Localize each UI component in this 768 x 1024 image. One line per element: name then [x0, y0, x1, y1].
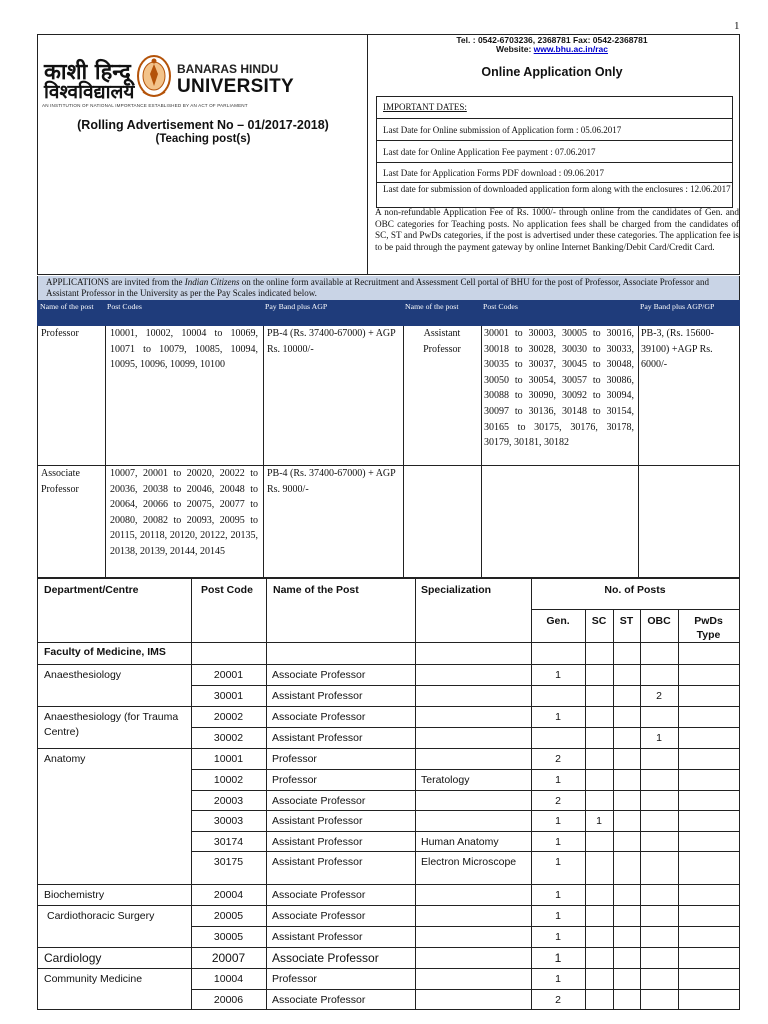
- grid-line: [38, 1009, 739, 1010]
- post-name-cell: Professor: [272, 973, 317, 985]
- posts-table: [37, 578, 740, 1010]
- department-name: Cardiology: [44, 951, 102, 965]
- page-number: 1: [734, 20, 740, 32]
- post-name-cell: Associate Professor: [272, 669, 366, 681]
- contact-line: Tel. : 0542-6703236, 2368781 Fax: 0542-2368781: [456, 35, 648, 45]
- header-st: ST: [619, 615, 634, 627]
- post-code-cell: 30174: [213, 836, 244, 848]
- count-gen-cell: 1: [555, 889, 561, 901]
- post-code-cell: 10004: [213, 973, 244, 985]
- grid-line: [531, 609, 739, 610]
- advertisement-subtitle: (Teaching post(s): [155, 133, 251, 145]
- header-obc: OBC: [647, 615, 671, 627]
- date-item-4: Last date for submission of downloaded application form along with the enclosures : 12.06.2017: [377, 182, 732, 209]
- logo-hindi-line2: विश्वविद्यालय: [44, 81, 135, 103]
- grid-line: [191, 810, 739, 811]
- post-name-cell: Assistant Professor: [272, 690, 363, 702]
- post-code-cell: 30001: [213, 690, 244, 702]
- post-name-cell: Assistant Professor: [272, 856, 363, 868]
- count-sc-cell: 1: [596, 815, 602, 827]
- header-divider: [367, 34, 368, 275]
- grid-line: [38, 664, 739, 665]
- grid-line: [191, 926, 739, 927]
- department-name: Anaesthesiology: [44, 669, 122, 681]
- logo-hindi-line1: काशी हिन्दू: [44, 59, 131, 85]
- post-code-cell: 30003: [213, 815, 244, 827]
- website-link[interactable]: www.bhu.ac.in/rac: [533, 44, 608, 54]
- post-code-cell: 10001: [213, 753, 244, 765]
- count-gen-cell: 1: [554, 951, 562, 965]
- count-obc-cell: 2: [656, 690, 662, 702]
- important-dates-box: [376, 96, 733, 208]
- specialization-cell: Electron Microscope: [421, 856, 517, 868]
- grid-line: [191, 579, 192, 1009]
- department-name: Cardiothoracic Surgery: [47, 910, 155, 922]
- associate-codes: 10007, 20001 to 20020, 20022 to 20036, 20038 to 20046, 20048 to 20064, 20066 to 20075, 20077 to 20080, 20082 to 20093, 20095 to 20115, 20118, 20120, 20122, 20135, 20138, 20139, 20144, 20145: [110, 468, 258, 557]
- website-line: [372, 44, 732, 54]
- grid-line: [38, 748, 739, 749]
- advertisement-title: (Rolling Advertisement No – 01/2017-2018): [77, 118, 329, 132]
- associate-name: Associate Professor: [41, 468, 80, 495]
- post-code-cell: 30005: [213, 931, 244, 943]
- count-gen-cell: 1: [555, 815, 561, 827]
- post-name-cell: Associate Professor: [272, 889, 366, 901]
- count-gen-cell: 2: [555, 795, 561, 807]
- grid-line: [678, 609, 679, 1009]
- faculty-heading: Faculty of Medicine, IMS: [44, 646, 166, 658]
- invitation-banner: [37, 276, 740, 300]
- post-code-cell: 20004: [213, 889, 244, 901]
- pay-header-pay-1: Pay Band plus AGP: [265, 302, 328, 311]
- department-name: Biochemistry: [44, 889, 105, 901]
- header-department: Department/Centre: [44, 584, 139, 596]
- logo-english-line2: UNIVERSITY: [177, 76, 295, 97]
- header-pwd-line2: Type: [696, 629, 721, 641]
- post-name-cell: Associate Professor: [272, 994, 366, 1006]
- header-sc: SC: [591, 615, 607, 627]
- count-gen-cell: 1: [555, 669, 561, 681]
- grid-line: [38, 905, 739, 906]
- post-name-cell: Associate Professor: [272, 910, 366, 922]
- post-name-cell: Professor: [272, 774, 317, 786]
- grid-line: [38, 706, 739, 707]
- invitation-emphasis: Indian Citizens: [184, 277, 240, 287]
- assistant-name: Assistant Professor: [423, 328, 461, 355]
- grid-line: [38, 947, 739, 948]
- post-name-cell: Assistant Professor: [272, 836, 363, 848]
- online-only-heading: Online Application Only: [481, 65, 623, 79]
- specialization-cell: Human Anatomy: [421, 836, 499, 848]
- post-name-cell: Associate Professor: [272, 951, 379, 965]
- assistant-codes: 30001 to 30003, 30005 to 30016, 30018 to 30028, 30030 to 30033, 30035 to 30037, 30045 to 30048, 30050 to 30054, 30057 to 30086, 30088 to 30090, 30092 to 30094, 30097 to 30136, 30148 to 30154, 30165 to 30175, 30176, 30178, 30179, 30181, 30182: [484, 328, 634, 449]
- count-gen-cell: 1: [555, 836, 561, 848]
- pay-header-pay-2: Pay Band plus AGP/GP: [640, 302, 715, 311]
- post-name-cell: Assistant Professor: [272, 815, 363, 827]
- professor-pay: PB-4 (Rs. 37400-67000) + AGP Rs. 10000/-: [267, 328, 396, 355]
- associate-pay: PB-4 (Rs. 37400-67000) + AGP Rs. 9000/-: [267, 468, 396, 495]
- invitation-pre: APPLICATIONS are invited from the: [46, 277, 185, 287]
- grid-line: [613, 609, 614, 1009]
- pay-table-header: [37, 300, 740, 326]
- header-no-of-posts: No. of Posts: [604, 584, 666, 596]
- pay-header-name-2: Name of the post: [405, 302, 459, 311]
- professor-codes: 10001, 10002, 10004 to 10069, 10071 to 10079, 10085, 10094, 10095, 10096, 10099, 10100: [110, 328, 258, 371]
- fee-note: A non-refundable Application Fee of Rs. 1000/- through online from the candidates of Gen. and OBC categories for Teaching posts. No application fees shall be charged from the candidates of SC, ST and PwDs categories, if the post is advertised under these categories. The application fee is to be paid through the payment gateway by online Internet Banking/Debit Card/Credit Card.: [375, 207, 739, 252]
- header-specialization: Specialization: [421, 584, 492, 596]
- header-pwd-line1: PwDs: [694, 615, 723, 627]
- post-name-cell: Professor: [272, 753, 317, 765]
- post-code-cell: 20002: [213, 711, 244, 723]
- date-item-1: Last Date for Online submission of Application form : 05.06.2017: [377, 118, 732, 140]
- grid-line: [191, 851, 739, 852]
- count-gen-cell: 2: [555, 753, 561, 765]
- count-gen-cell: 1: [555, 931, 561, 943]
- post-name-cell: Associate Professor: [272, 711, 366, 723]
- pay-header-codes-1: Post Codes: [107, 302, 142, 311]
- header-post-code: Post Code: [201, 584, 253, 596]
- grid-line: [191, 727, 739, 728]
- pay-header-codes-2: Post Codes: [483, 302, 518, 311]
- grid-line: [585, 609, 586, 1009]
- post-name-cell: Assistant Professor: [272, 931, 363, 943]
- department-name: Anatomy: [44, 753, 86, 765]
- post-code-cell: 20007: [211, 951, 246, 965]
- post-code-cell: 30175: [213, 856, 244, 868]
- post-code-cell: 30002: [213, 732, 244, 744]
- count-gen-cell: 1: [555, 856, 561, 868]
- post-code-cell: 20006: [213, 994, 244, 1006]
- grid-line: [191, 790, 739, 791]
- count-gen-cell: 2: [555, 994, 561, 1006]
- count-obc-cell: 1: [656, 732, 662, 744]
- post-code-cell: 20001: [213, 669, 244, 681]
- grid-line: [531, 579, 532, 1009]
- post-name-cell: Associate Professor: [272, 795, 366, 807]
- assistant-pay: PB-3, (Rs. 15600-39100) +AGP Rs. 6000/-: [641, 328, 714, 371]
- count-gen-cell: 1: [555, 910, 561, 922]
- department-name: Community Medicine: [44, 973, 143, 985]
- logo-tagline: AN INSTITUTION OF NATIONAL IMPORTANCE ESTABLISHED BY AN ACT OF PARLIAMENT: [42, 103, 248, 108]
- website-label: Website:: [496, 44, 534, 54]
- grid-line: [38, 968, 739, 969]
- count-gen-cell: 1: [555, 774, 561, 786]
- grid-line: [415, 579, 416, 1009]
- pay-table-body: [37, 326, 740, 578]
- grid-line: [640, 609, 641, 1009]
- specialization-cell: Teratology: [421, 774, 470, 786]
- logo-english-line1: BANARAS HINDU: [177, 62, 279, 76]
- department-name: Anaesthesiology (for Trauma Centre): [44, 711, 179, 738]
- date-item-2: Last date for Online Application Fee payment : 07.06.2017: [377, 140, 732, 162]
- post-code-cell: 10002: [213, 774, 244, 786]
- header-gen: Gen.: [546, 615, 570, 627]
- post-name-cell: Assistant Professor: [272, 732, 363, 744]
- grid-line: [266, 579, 267, 1009]
- grid-line: [38, 884, 739, 885]
- grid-line: [191, 831, 739, 832]
- grid-line: [191, 685, 739, 686]
- university-emblem-icon: [135, 52, 173, 102]
- grid-line: [191, 989, 739, 990]
- post-code-cell: 20003: [213, 795, 244, 807]
- post-code-cell: 20005: [213, 910, 244, 922]
- count-gen-cell: 1: [555, 711, 561, 723]
- date-item-3: Last Date for Application Forms PDF download : 09.06.2017: [377, 162, 732, 182]
- professor-name: Professor: [41, 328, 79, 339]
- important-dates-heading: IMPORTANT DATES:: [383, 102, 467, 112]
- pay-header-name-1: Name of the post: [40, 302, 94, 311]
- invitation-post: on the online form available at Recruitment and Assessment Cell portal of BHU for the post of Professor, Associate Professor and Assistant Professor in the University as per the Pay Scales indicated below.: [46, 277, 710, 298]
- header-name-of-post: Name of the Post: [273, 584, 359, 596]
- grid-line: [191, 769, 739, 770]
- grid-line: [38, 642, 739, 643]
- count-gen-cell: 1: [555, 973, 561, 985]
